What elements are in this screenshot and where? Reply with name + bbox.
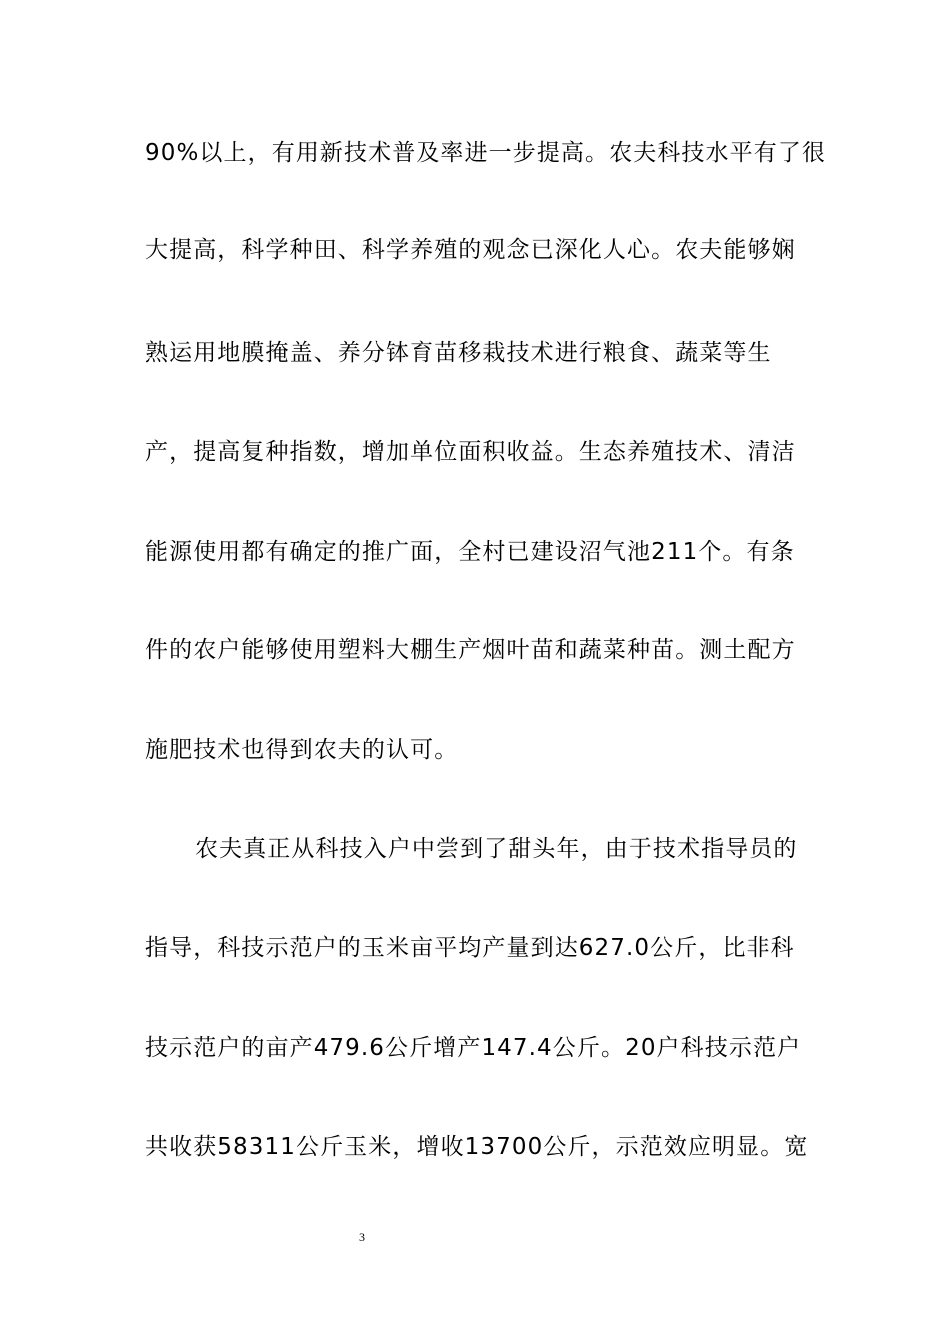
paragraph-line: 技示范户的亩产479.6公斤增产147.4公斤。20户科技示范户 (145, 1035, 802, 1061)
paragraph-line: 大提高，科学种田、科学养殖的观念已深化人心。农夫能够娴 (145, 237, 796, 263)
paragraph-line: 共收获58311公斤玉米，增收13700公斤，示范效应明显。宽 (145, 1134, 809, 1160)
paragraph-line: 熟运用地膜掩盖、养分钵育苗移栽技术进行粮食、蔬菜等生 (145, 340, 772, 366)
paragraph-line: 施肥技术也得到农夫的认可。 (145, 737, 459, 763)
page-number: 3 (359, 1230, 365, 1244)
paragraph-line: 农夫真正从科技入户中尝到了甜头年，由于技术指导员的 (195, 836, 798, 862)
paragraph-line: 能源使用都有确定的推广面，全村已建设沼气池211个。有条 (145, 539, 795, 565)
paragraph-line: 指导，科技示范户的玉米亩平均产量到达627.0公斤，比非科 (145, 935, 795, 961)
paragraph-line: 产，提高复种指数，增加单位面积收益。生态养殖技术、清洁 (145, 439, 796, 465)
paragraph-line: 90%以上，有用新技术普及率进一步提高。农夫科技水平有了很 (145, 140, 827, 166)
paragraph-line: 件的农户能够使用塑料大棚生产烟叶苗和蔬菜种苗。测土配方 (145, 637, 796, 663)
